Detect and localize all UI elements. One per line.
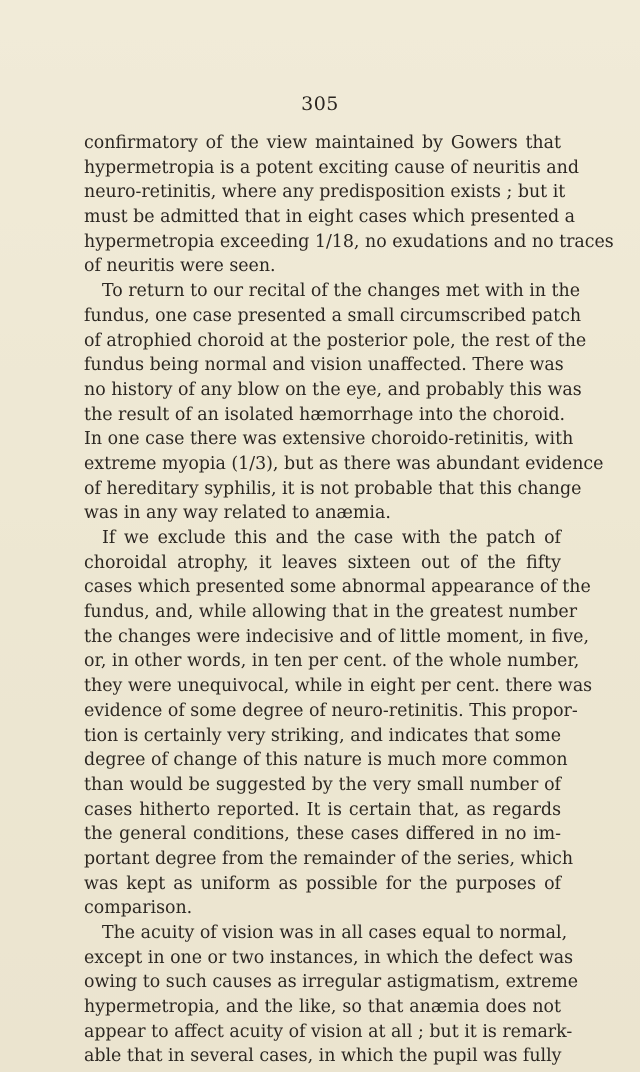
- text-line: The acuity of vision was in all cases equal to normal,: [102, 923, 568, 943]
- text-line: fundus, one case presented a small circumscribed patch: [84, 305, 582, 326]
- text-line: of hereditary syphilis, it is not probable that this change: [84, 478, 582, 499]
- text-line: comparison.: [84, 898, 193, 919]
- text-line: the general conditions, these cases differed in no im-: [84, 824, 561, 845]
- text-line: cases which presented some abnormal appearance of the: [84, 577, 591, 598]
- text-line: evidence of some degree of neuro-retinitis. This propor-: [84, 700, 578, 721]
- text-line: hypermetropia exceeding 1/18, no exudations and no traces: [84, 231, 614, 252]
- text-line: In one case there was extensive choroido-retinitis, with: [84, 429, 574, 450]
- text-line: of atrophied choroid at the posterior pole, the rest of the: [84, 330, 587, 351]
- text-line: fundus, and, while allowing that in the greatest number: [84, 602, 578, 623]
- text-line: choroidal atrophy, it leaves sixteen out of the fifty: [84, 552, 561, 573]
- text-line: extreme myopia (1/3), but as there was abundant evidence: [84, 453, 604, 474]
- text-line: of neuritis were seen.: [84, 256, 276, 277]
- body-text: [84, 131, 614, 1069]
- text-line: they were unequivocal, while in eight per cent. there was: [84, 676, 593, 697]
- text-line: confirmatory of the view maintained by Gowers that: [84, 133, 561, 153]
- text-line: was kept as uniform as possible for the purposes of: [84, 873, 561, 894]
- text-line: than would be suggested by the very small number of: [84, 774, 561, 795]
- text-line: owing to such causes as irregular astigmatism, extreme: [84, 972, 579, 993]
- text-line: hypermetropia is a potent exciting cause of neuritis and: [84, 157, 579, 178]
- text-line: must be admitted that in eight cases which presented a: [84, 207, 575, 228]
- text-line: able that in several cases, in which the pupil was fully: [84, 1046, 562, 1067]
- text-line: cases hitherto reported. It is certain that, as regards: [84, 799, 561, 820]
- text-line: the changes were indecisive and of little moment, in five,: [84, 626, 589, 647]
- text-line: the result of an isolated hæmorrhage into the choroid.: [84, 404, 566, 425]
- text-line: If we exclude this and the case with the patch of: [102, 528, 561, 548]
- text-line: degree of change of this nature is much more common: [84, 750, 568, 771]
- page-number: 305: [301, 93, 339, 115]
- text-line: neuro-retinitis, where any predisposition exists ; but it: [84, 182, 566, 203]
- text-line: or, in other words, in ten per cent. of the whole number,: [84, 651, 580, 672]
- text-line: except in one or two instances, in which the defect was: [84, 947, 574, 968]
- text-line: was in any way related to anæmia.: [84, 503, 391, 524]
- text-line: hypermetropia, and the like, so that anæmia does not: [84, 997, 561, 1018]
- text-line: tion is certainly very striking, and indicates that some: [84, 725, 561, 746]
- text-line: appear to affect acuity of vision at all ; but it is remark-: [84, 1021, 573, 1042]
- text-line: fundus being normal and vision unaffected. There was: [84, 355, 564, 376]
- text-line: To return to our recital of the changes met with in the: [102, 281, 580, 302]
- text-line: portant degree from the remainder of the series, which: [84, 848, 574, 869]
- text-line: no history of any blow on the eye, and probably this was: [84, 379, 582, 400]
